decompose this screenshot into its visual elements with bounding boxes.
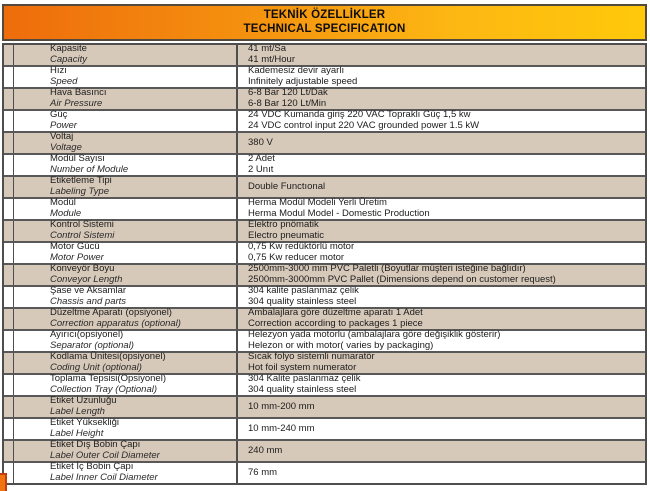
row-value-cell [238, 331, 645, 351]
table-row [4, 353, 645, 375]
row-strip-cell [4, 441, 14, 461]
row-value-line: 304 quality stainless steel [248, 384, 357, 395]
row-label-english: Air Pressure [50, 98, 103, 109]
row-label-cell [14, 441, 238, 461]
row-label-cell [14, 199, 238, 219]
row-label-cell [14, 265, 238, 285]
row-value-line: 304 quality stainless steel [248, 296, 357, 307]
row-value-line: 2500mm-3000mm PVC Pallet (Dimensions depend on customer request) [248, 274, 556, 285]
row-label-cell [14, 89, 238, 109]
row-label-turkish: Modül Sayısı [50, 153, 105, 165]
table-row [4, 221, 645, 243]
table-row [4, 89, 645, 111]
row-value-cell [238, 287, 645, 307]
row-value-line: 0,75 Kw reducer motor [248, 252, 345, 263]
table-row [4, 111, 645, 133]
row-label-english: Module [50, 208, 82, 219]
row-value-cell [238, 441, 645, 461]
row-label-turkish: Konveyör Boyu [50, 263, 115, 275]
row-value-line: 2500mm-3000 mm PVC Paletli (Boyutlar müşteri isteğine bağlıdır) [248, 263, 526, 275]
row-value-line: Hot foil system numerator [248, 362, 357, 373]
table-row [4, 155, 645, 177]
row-value-cell [238, 397, 645, 417]
row-label-english: Label Outer Coil Diameter [50, 450, 160, 461]
table-row [4, 419, 645, 441]
row-label-turkish: Etiket Dış Bobin Çapı [50, 439, 141, 451]
row-value-cell [238, 221, 645, 241]
row-strip-cell [4, 89, 14, 109]
row-value-line: 304 kalite paslanmaz çelik [248, 285, 359, 297]
row-label-english: Voltage [50, 142, 82, 153]
row-value-cell [238, 265, 645, 285]
row-value-cell [238, 177, 645, 197]
spec-table [2, 4, 647, 485]
row-label-turkish: Ayırıcı(opsiyonel) [50, 329, 124, 341]
row-label-english: Labeling Type [50, 186, 109, 197]
row-label-turkish: Motor Gücü [50, 241, 100, 253]
row-label-english: Label Inner Coil Diameter [50, 472, 158, 483]
row-label-cell [14, 419, 238, 439]
row-value-line: 41 mt/Hour [248, 54, 295, 65]
row-value-line: Herma Modül Modeli Yerli Üretim [248, 197, 387, 209]
row-value-line: Helezon or with motor( varies by packaging) [248, 340, 434, 351]
row-value-line: 6-8 Bar 120 Lt/Min [248, 98, 327, 109]
row-value-cell [238, 67, 645, 87]
row-strip-cell [4, 375, 14, 395]
row-label-turkish: Toplama Tepsisi(Opsiyonel) [50, 373, 166, 385]
row-strip-cell [4, 155, 14, 175]
table-row [4, 243, 645, 265]
row-strip-cell [4, 309, 14, 329]
row-value-cell [238, 243, 645, 263]
table-row [4, 177, 645, 199]
row-label-english: Label Height [50, 428, 104, 439]
row-strip-cell [4, 243, 14, 263]
row-value-cell [238, 375, 645, 395]
row-label-cell [14, 177, 238, 197]
row-label-cell [14, 111, 238, 131]
row-label-english: Correction apparatus (optional) [50, 318, 181, 329]
row-label-cell [14, 287, 238, 307]
row-strip-cell [4, 287, 14, 307]
row-label-english: Number of Module [50, 164, 129, 175]
row-label-english: Conveyor Length [50, 274, 123, 285]
row-label-turkish: Etiket İç Bobin Çapı [50, 461, 134, 473]
row-label-english: Capacity [50, 54, 87, 65]
row-label-turkish: Etiket Yüksekliği [50, 417, 119, 429]
row-value-cell [238, 155, 645, 175]
row-strip-cell [4, 221, 14, 241]
row-label-english: Label Length [50, 406, 105, 417]
table-row [4, 199, 645, 221]
row-label-cell [14, 463, 238, 483]
row-value-line: 76 mm [248, 466, 278, 478]
row-value-line: 24 VDC control input 220 VAC grounded power 1.5 kW [248, 120, 480, 131]
table-row [4, 375, 645, 397]
row-label-turkish: Kodlama Ünitesi(opsiyonel) [50, 351, 166, 363]
row-value-line: Electro pneumatic [248, 230, 325, 241]
row-label-english: Control Sistemi [50, 230, 115, 241]
table-body [2, 43, 647, 485]
row-value-line: Infinitely adjustable speed [248, 76, 358, 87]
row-strip-cell [4, 199, 14, 219]
row-value-cell [238, 309, 645, 329]
row-label-turkish: Kontrol Sistemi [50, 219, 114, 231]
row-label-cell [14, 375, 238, 395]
row-value-line: Double Functıonal [248, 180, 326, 192]
table-row [4, 441, 645, 463]
table-row [4, 287, 645, 309]
table-row [4, 45, 645, 67]
row-label-cell [14, 353, 238, 373]
row-strip-cell [4, 133, 14, 153]
row-strip-cell [4, 177, 14, 197]
table-row [4, 133, 645, 155]
row-value-line: Kademesiz devir ayarlı [248, 65, 345, 77]
row-label-english: Chassis and parts [50, 296, 127, 307]
row-label-turkish: Etiketleme Tipi [50, 175, 112, 187]
row-label-cell [14, 133, 238, 153]
row-value-line: 41 mt/Sa [248, 43, 287, 55]
row-value-line: 304 Kalite paslanmaz çelik [248, 373, 361, 385]
row-label-cell [14, 45, 238, 65]
row-strip-cell [4, 397, 14, 417]
row-label-turkish: Modül [50, 197, 76, 209]
row-value-line: Sıcak folyo sistemli numaratör [248, 351, 375, 363]
row-value-cell [238, 353, 645, 373]
row-strip-cell [4, 331, 14, 351]
row-label-turkish: Voltaj [50, 131, 74, 143]
table-row [4, 309, 645, 331]
row-value-cell [238, 111, 645, 131]
row-label-english: Power [50, 120, 77, 131]
row-label-english: Speed [50, 76, 78, 87]
row-value-cell [238, 419, 645, 439]
table-row [4, 67, 645, 89]
row-label-cell [14, 155, 238, 175]
row-value-line: 10 mm-240 mm [248, 422, 315, 434]
row-value-cell [238, 199, 645, 219]
row-value-line: 240 mm [248, 444, 283, 456]
table-title-english: TECHNICAL SPECIFICATION [243, 22, 406, 35]
table-title-turkish: TEKNİK ÖZELLİKLER [263, 9, 386, 21]
row-value-cell [238, 133, 645, 153]
row-strip-cell [4, 45, 14, 65]
row-label-cell [14, 243, 238, 263]
row-label-english: Coding Unit (optional) [50, 362, 142, 373]
row-label-turkish: Güç [50, 109, 68, 121]
table-row [4, 463, 645, 483]
row-value-line: Herma Modul Model - Domestic Production [248, 208, 430, 219]
row-value-line: Elektro pnömatik [248, 219, 319, 231]
row-label-turkish: Kapasite [50, 43, 87, 55]
row-value-cell [238, 89, 645, 109]
row-label-cell [14, 331, 238, 351]
row-label-cell [14, 221, 238, 241]
row-value-line: 0,75 Kw redüktörlü motor [248, 241, 355, 253]
row-label-turkish: Etiket Uzunluğu [50, 395, 117, 407]
row-strip-cell [4, 111, 14, 131]
row-value-line: 380 V [248, 136, 273, 148]
row-value-cell [238, 45, 645, 65]
row-label-cell [14, 309, 238, 329]
row-value-line: Ambalajlara göre düzeltme aparatı 1 Adet [248, 307, 423, 319]
row-label-turkish: Şase ve Aksamlar [50, 285, 127, 297]
row-label-cell [14, 67, 238, 87]
row-strip-cell [4, 265, 14, 285]
row-value-cell [238, 463, 645, 483]
row-value-line: Correction according to packages 1 piece [248, 318, 423, 329]
row-value-line: 6-8 Bar 120 Lt/Dak [248, 87, 328, 99]
corner-ornament [0, 473, 7, 491]
row-label-turkish: Hızı [50, 65, 67, 77]
row-label-turkish: Düzeltme Aparatı (opsiyonel) [50, 307, 172, 319]
row-label-english: Collection Tray (Optional) [50, 384, 158, 395]
table-header [2, 4, 647, 41]
row-value-line: 2 Unıt [248, 164, 274, 175]
row-label-turkish: Hava Basıncı [50, 87, 107, 99]
row-label-english: Motor Power [50, 252, 104, 263]
row-value-line: 24 VDC Kumanda giriş 220 VAC Topraklı Güç 1,5 kw [248, 109, 471, 121]
row-strip-cell [4, 419, 14, 439]
row-strip-cell [4, 353, 14, 373]
row-label-cell [14, 397, 238, 417]
row-value-line: 10 mm-200 mm [248, 400, 315, 412]
row-value-line: Helezyon yada motorlu (ambalajlara göre değişiklik gösterir) [248, 329, 501, 341]
row-strip-cell [4, 67, 14, 87]
row-value-line: 2 Adet [248, 153, 275, 165]
row-label-english: Separator (optional) [50, 340, 134, 351]
table-row [4, 331, 645, 353]
table-row [4, 397, 645, 419]
table-row [4, 265, 645, 287]
